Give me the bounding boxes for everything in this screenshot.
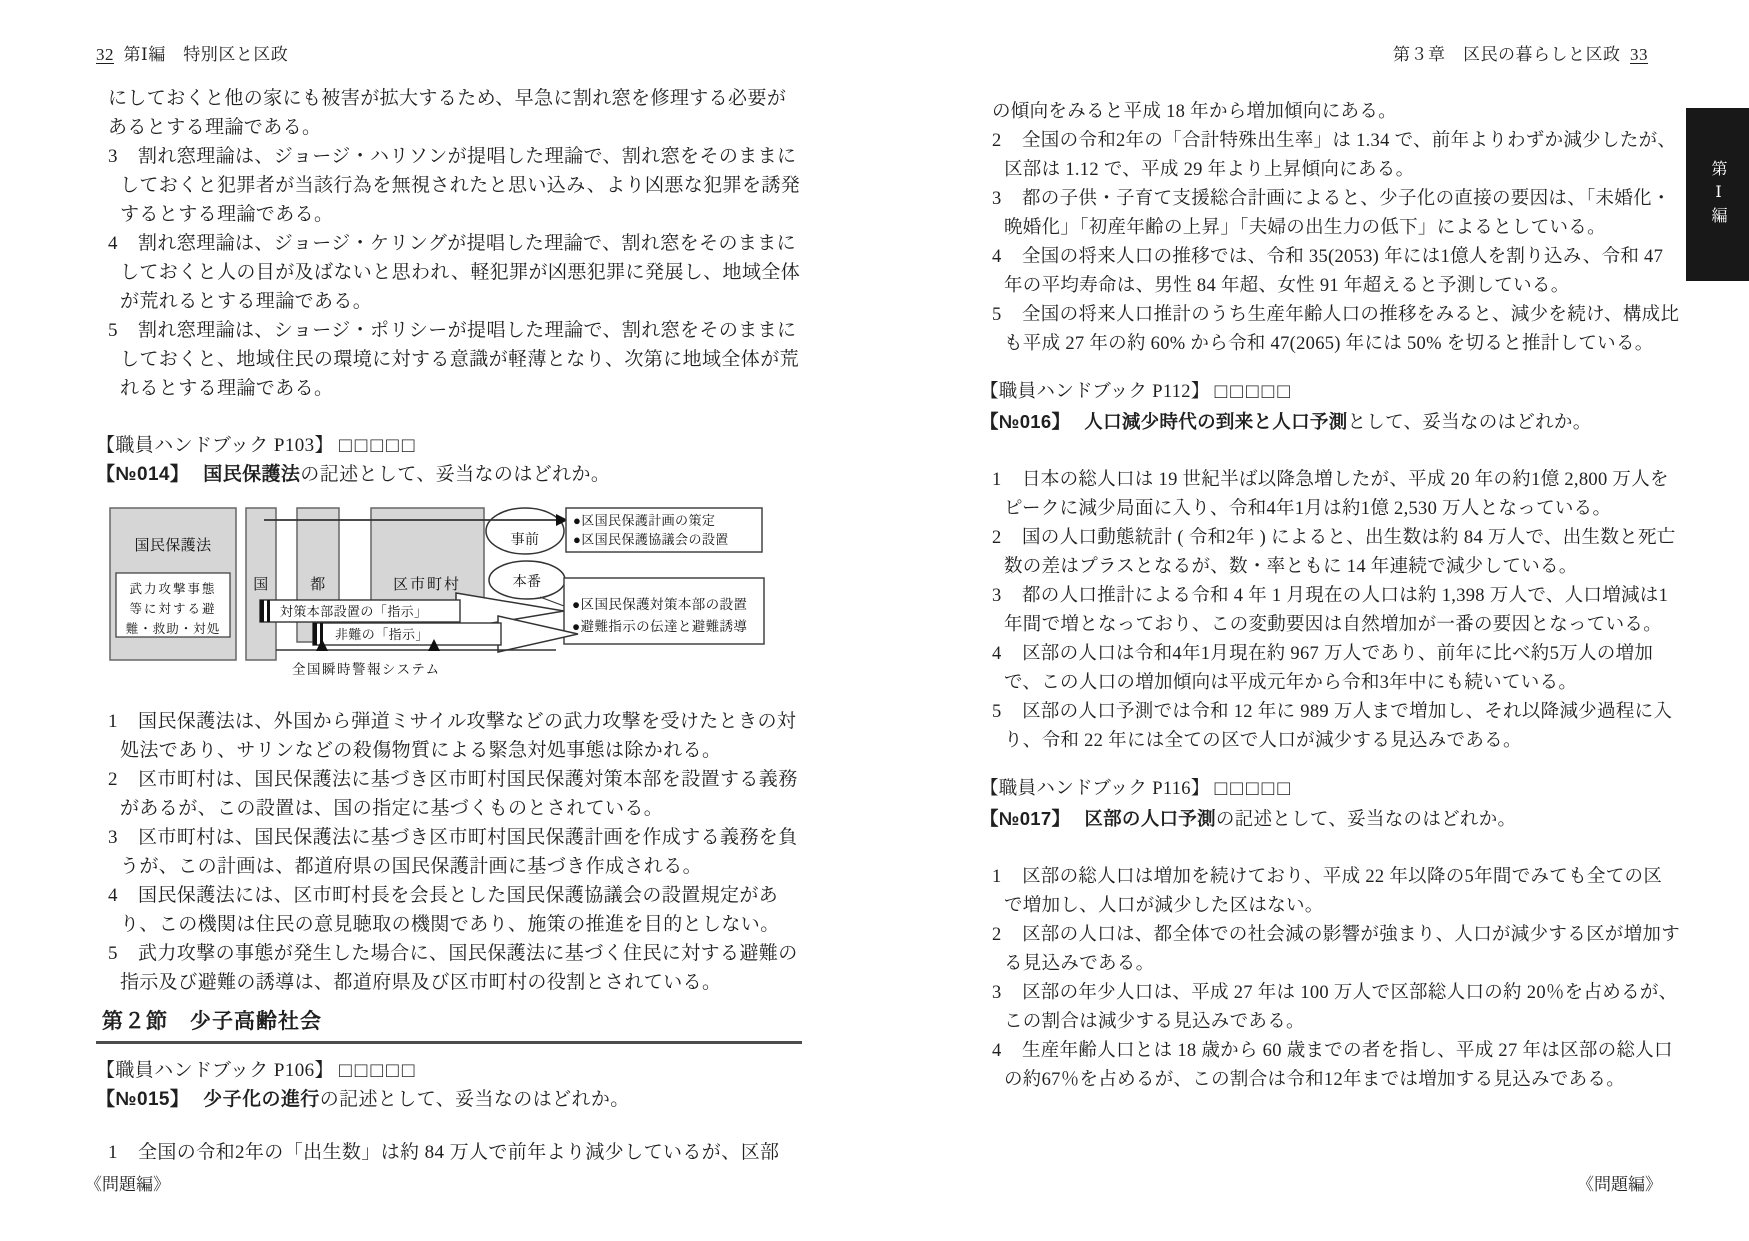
question-number: 【№015】 — [96, 1089, 190, 1110]
civil-protection-diagram — [104, 505, 802, 707]
question-title: 【№014】 国民保護法の記述として、妥当なのはどれか。 — [96, 464, 611, 485]
choice-item: 5 区部の人口予測では令和 12 年に 989 万人まで増加し、それ以降減少過程に入り、令和 22 年には全ての区で人口が減少する見込みである。 — [992, 702, 1673, 751]
list-item: 5 割れ窓理論は、ショージ・ポリシーが提唱した理論で、割れ窓をそのままにしておくと、地域住民の環境に対する意識が軽薄となり、次第に地域全体が荒れるとする理論である。 — [108, 320, 800, 399]
instruction2-label: 非難の「指示」 — [335, 627, 429, 642]
question-subject: 人口減少時代の到来と人口予測 — [1084, 411, 1348, 432]
left-header-title: 第Ⅰ編 特別区と区政 — [123, 45, 289, 64]
question-subject: 少子化の進行 — [203, 1089, 320, 1110]
jalert-label: 全国瞬時警報システム — [292, 662, 441, 677]
choice-item: 3 都の子供・子育て支援総合計画によると、少子化の直接の要因は、「未婚化・晩婚化」「初産年齢の上昇」「夫婦の出生力の低下」によるとしている。 — [992, 189, 1671, 238]
check-squares: □□□□□ — [339, 1059, 418, 1082]
left-page-column — [96, 84, 802, 1167]
answer-continuation: の傾向をみると平成 18 年から増加傾向にある。 — [992, 102, 1397, 122]
choice-item: 1 区部の総人口は増加を続けており、平成 22 年以降の5年間でみても全ての区で増加し、人口が減少した区はない。 — [992, 867, 1663, 916]
question-subject: 区部の人口予測 — [1084, 808, 1216, 829]
national-label: 国 — [253, 576, 269, 593]
handbook-reference: 【職員ハンドブック P103】 □□□□□ — [96, 434, 418, 457]
svg-text:武力攻撃事態: 武力攻撃事態 — [129, 582, 217, 596]
answer-continuation: にしておくと他の家にも被害が拡大するため、早急に割れ窓を修理する必要があるとする理論である。 — [108, 88, 787, 138]
section-heading: 第２節 少子高齢社会 — [96, 1007, 802, 1044]
law-label: 国民保護法 — [134, 537, 212, 554]
left-page-number: 32 — [96, 45, 114, 64]
choice-item: 3 区市町村は、国民保護法に基づき区市町村国民保護計画を作成する義務を負うが、この計画は、都道府県の国民保護計画に基づき作成される。 — [108, 827, 798, 877]
municipal-label: 区市町村 — [392, 576, 462, 593]
instruction1-label: 対策本部設置の「指示」 — [280, 604, 428, 619]
choice-item: 2 区部の人口は、都全体での社会減の影響が強まり、人口が減少する区が増加する見込みである。 — [992, 925, 1681, 974]
actual-connector — [540, 597, 564, 606]
right-header-title: 第３章 区民の暮らしと区政 — [1393, 45, 1621, 64]
choice-item: 1 全国の令和2年の「出生数」は約 84 万人で前年より減少しているが、区部 — [108, 1142, 780, 1163]
choice-item: 5 全国の将来人口推計のうち生産年齢人口の推移をみると、減少を続け、構成比も平成 27 年の約 60% から令和 47(2065) 年には 50% を切ると推計している。 — [992, 305, 1680, 354]
choice-item: 5 武力攻撃の事態が発生した場合に、国民保護法に基づく住民に対する避難の指示及び避難の誘導は、都道府県及び区市町村の役割とされている。 — [108, 943, 798, 993]
handbook-reference: 【職員ハンドブック P116】 □□□□□ — [980, 777, 1293, 800]
question-number: 【№017】 — [980, 808, 1071, 829]
right-running-head — [980, 40, 1648, 65]
left-running-head — [96, 40, 288, 65]
metro-label: 都 — [310, 576, 326, 593]
choice-item: 4 国民保護法には、区市町村長を会長とした国民保護協議会の設置規定があり、この機関は住民の意見聴取の機関であり、施策の推進を目的としない。 — [108, 885, 780, 935]
choice-item: 3 都の人口推計による令和 4 年 1 月現在の人口は約 1,398 万人で、人口増減は1年間で増となっており、この変動要因は自然増加が一番の要因となっている。 — [992, 586, 1669, 635]
svg-text:●区国民保護協議会の設置: ●区国民保護協議会の設置 — [573, 532, 729, 547]
handbook-reference: 【職員ハンドブック P112】 □□□□□ — [980, 380, 1293, 403]
check-squares: □□□□□ — [1214, 777, 1293, 800]
svg-text:等に対する避: 等に対する避 — [129, 602, 217, 616]
left-footer: 《問題編》 — [85, 1175, 170, 1194]
handbook-reference: 【職員ハンドブック P106】 □□□□□ — [96, 1059, 418, 1082]
choice-item: 2 国の人口動態統計 ( 令和2年 ) によると、出生数は約 84 万人で、出生数と死亡数の差はプラスとなるが、数・率ともに 14 年連続で減少している。 — [992, 528, 1676, 577]
choice-item: 2 全国の令和2年の「合計特殊出生率」は 1.34 で、前年よりわずか減少したが、区部は 1.12 で、平成 29 年より上昇傾向にある。 — [992, 131, 1677, 180]
choice-item: 1 国民保護法は、外国から弾道ミサイル攻撃などの武力攻撃を受けたときの対処法であり、サリンなどの殺傷物質による緊急対処事態は除かれる。 — [108, 711, 797, 761]
actual-label: 本番 — [512, 573, 542, 589]
choice-item: 4 生産年齢人口とは 18 歳から 60 歳までの者を指し、平成 27 年は区部の総人口の約67％を占めるが、この割合は令和12年までは増加する見込みである。 — [992, 1041, 1673, 1090]
list-item: 4 割れ窓理論は、ジョージ・ケリングが提唱した理論で、割れ窓をそのままにしておくと人の目が及ばないと思われ、軽犯罪が凶悪犯罪に発展し、地域全体が荒れるとする理論である。 — [108, 233, 801, 312]
edition-side-tab: 第Ⅰ編 — [1686, 108, 1749, 281]
right-footer: 《問題編》 — [1577, 1175, 1662, 1194]
choice-item: 4 全国の将来人口の推移では、令和 35(2053) 年には1億人を割り込み、令和 47 年の平均寿命は、男性 84 年超、女性 91 年超えると予測している。 — [992, 247, 1664, 296]
svg-text:●区国民保護計画の策定: ●区国民保護計画の策定 — [573, 513, 716, 528]
check-squares: □□□□□ — [339, 434, 418, 457]
question-number: 【№014】 — [96, 464, 190, 485]
choice-item: 1 日本の総人口は 19 世紀半ば以降急増したが、平成 20 年の約1億 2,800 万人をピークに減少局面に入り、令和4年1月は約1億 2,530 万人となっている。 — [992, 470, 1669, 519]
question-subject: 国民保護法 — [203, 464, 301, 485]
right-page-number: 33 — [1630, 45, 1648, 64]
check-squares: □□□□□ — [1214, 380, 1293, 403]
svg-text:●区国民保護対策本部の設置: ●区国民保護対策本部の設置 — [572, 597, 748, 612]
right-page-column — [980, 98, 1680, 1095]
pre-label: 事前 — [510, 531, 540, 547]
question-title: 【№016】 人口減少時代の到来と人口予測として、妥当なのはどれか。 — [980, 411, 1592, 433]
choice-item: 3 区部の年少人口は、平成 27 年は 100 万人で区部総人口の約 20％を占めるが、この割合は減少する見込みである。 — [992, 983, 1678, 1032]
svg-text:難・救助・対処: 難・救助・対処 — [125, 622, 221, 636]
list-item: 3 割れ窓理論は、ジョージ・ハリソンが提唱した理論で、割れ窓をそのままにしておくと犯罪者が当該行為を無視されたと思い込み、より凶悪な犯罪を誘発するとする理論である。 — [108, 146, 801, 225]
choice-item: 4 区部の人口は令和4年1月現在約 967 万人であり、前年に比べ約5万人の増加で、この人口の増加傾向は平成元年から令和3年中にも続いている。 — [992, 644, 1654, 693]
question-title: 【№015】 少子化の進行の記述として、妥当なのはどれか。 — [96, 1089, 630, 1110]
question-title: 【№017】 区部の人口予測の記述として、妥当なのはどれか。 — [980, 808, 1517, 830]
svg-text:●避難指示の伝達と避難誘導: ●避難指示の伝達と避難誘導 — [572, 619, 748, 634]
choice-item: 2 区市町村は、国民保護法に基づき区市町村国民保護対策本部を設置する義務があるが、この設置は、国の指定に基づくものとされている。 — [108, 769, 798, 819]
question-number: 【№016】 — [980, 411, 1071, 432]
